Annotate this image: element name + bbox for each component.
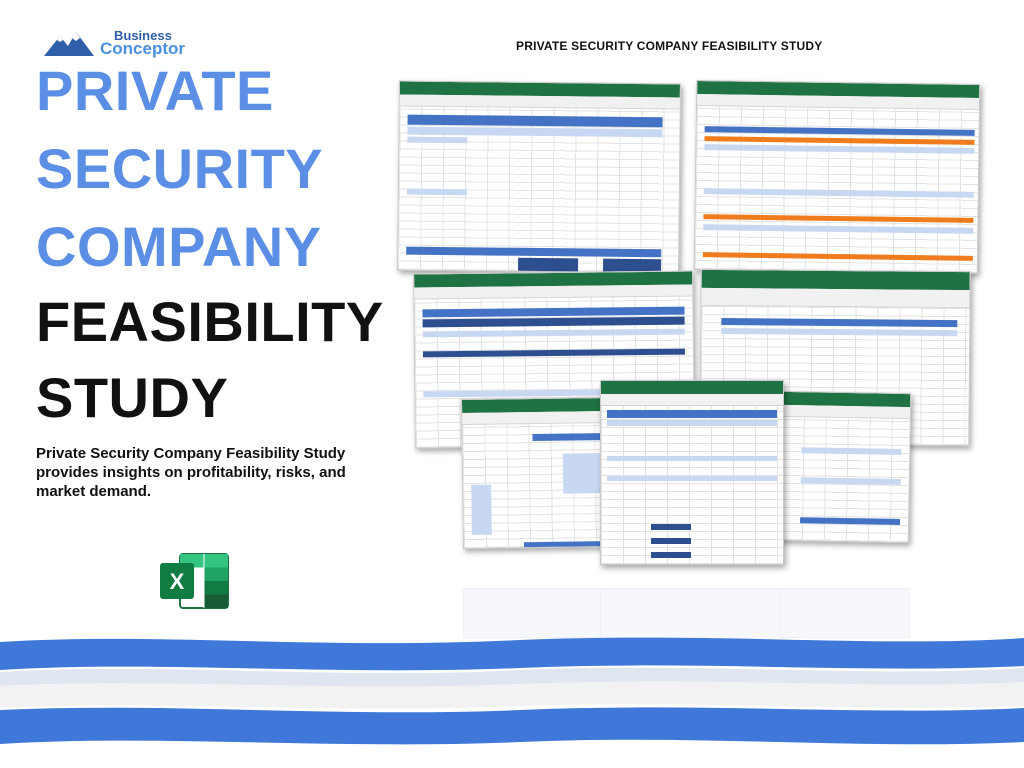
title-line-company: COMPANY bbox=[36, 215, 322, 278]
excel-icon bbox=[158, 552, 230, 610]
mountain-icon bbox=[44, 30, 104, 58]
title-line-study: STUDY bbox=[36, 366, 229, 429]
spreadsheet-thumbnail-revenue bbox=[397, 81, 681, 274]
svg-text:X: X bbox=[169, 569, 185, 594]
description-text: Private Security Company Feasibility Study provides insights on profitability, risks, and market demand. bbox=[36, 445, 346, 500]
business-conceptor-logo bbox=[44, 24, 204, 62]
logo-text-conceptor: Conceptor bbox=[100, 39, 185, 58]
title-line-private: PRIVATE bbox=[36, 59, 274, 122]
spreadsheet-thumbnail-income-statement bbox=[600, 380, 784, 565]
spreadsheet-thumbnail-staff-costs bbox=[694, 80, 981, 274]
title-line-feasibility: FEASIBILITY bbox=[36, 290, 384, 353]
decorative-stripes bbox=[0, 630, 1024, 768]
right-header: PRIVATE SECURITY COMPANY FEASIBILITY STUDY bbox=[516, 39, 823, 53]
logo-text-business: Business bbox=[114, 28, 172, 43]
spreadsheet-thumbnail-assumptions bbox=[461, 397, 613, 549]
title-line-security: SECURITY bbox=[36, 137, 324, 200]
spreadsheet-thumbnail-loan bbox=[779, 391, 912, 543]
